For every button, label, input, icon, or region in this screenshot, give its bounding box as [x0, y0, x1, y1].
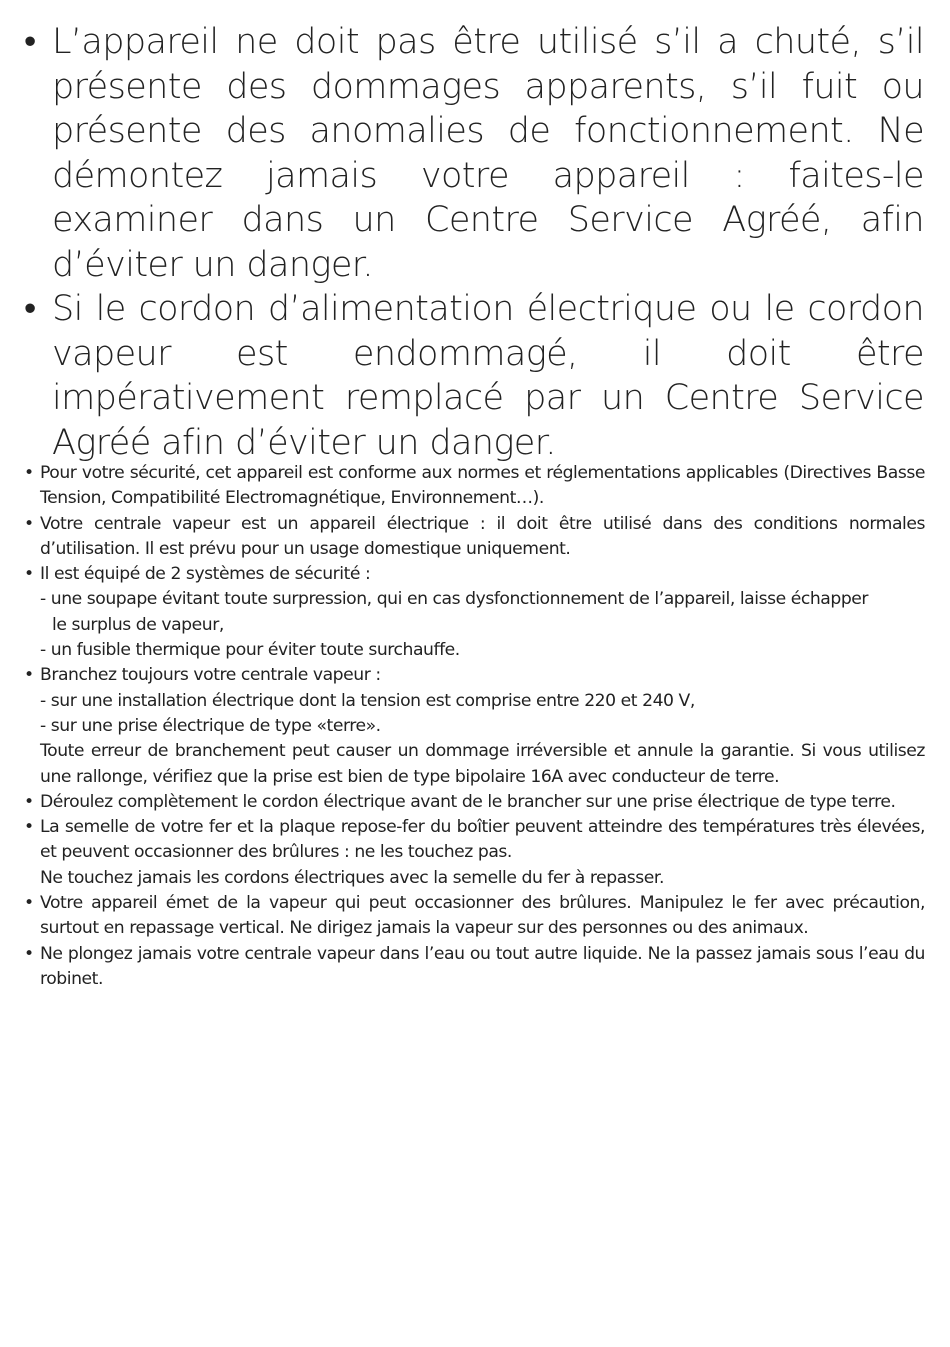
- warning-text: Si le cordon d’alimentation électrique ou le cordon vapeur est endommagé, il doit être impérativement remplacé par un Centre Service Agréé afin d’éviter un danger.: [52, 289, 924, 463]
- warning-text: L’appareil ne doit pas être utilisé s’il a chuté, s’il présente des dommages apparents, s’il fuit ou présente des anomalies de fonctionnement. Ne démontez jamais votre appareil : faites-le examiner dans un Centre Service Agréé, afin d’éviter un danger.: [52, 22, 924, 285]
- instruction-text: Il est équipé de 2 systèmes de sécurité :: [40, 564, 371, 585]
- instruction-note: Toute erreur de branchement peut causer un dommage irréversible et annule la garantie. Si vous utilisez une rallonge, vérifiez que la prise est bien de type bipolaire 16A avec conducteur de terre.: [40, 741, 925, 787]
- instruction-text: Déroulez complètement le cordon électrique avant de le brancher sur une prise électrique de type terre.: [40, 791, 896, 812]
- instruction-item: [24, 815, 925, 891]
- instruction-subitem-continuation: le surplus de vapeur,: [52, 614, 224, 635]
- instruction-text: Ne plongez jamais votre centrale vapeur dans l’eau ou tout autre liquide. Ne la passez jamais sous l’eau du robinet.: [40, 943, 925, 989]
- bullet-icon: •: [24, 791, 34, 812]
- instruction-item: [24, 512, 925, 563]
- instruction-text: Pour votre sécurité, cet appareil est conforme aux normes et réglementations applicables (Directives Basse Tension, Compatibilité Electromagnétique, Environnement…).: [40, 463, 925, 509]
- bullet-icon: •: [24, 513, 34, 534]
- instruction-text: Votre appareil émet de la vapeur qui peut occasionner des brûlures. Manipulez le fer avec précaution, surtout en repassage vertical. Ne dirigez jamais la vapeur sur des personnes ou des animaux.: [40, 893, 925, 939]
- bullet-icon: •: [24, 289, 36, 329]
- instruction-note: Ne touchez jamais les cordons électriques avec la semelle du fer à repasser.: [40, 867, 664, 888]
- instruction-subitem: - sur une prise électrique de type «terre».: [40, 715, 381, 736]
- warning-item: [24, 20, 924, 287]
- instruction-item: [24, 663, 925, 789]
- instruction-text: Branchez toujours votre centrale vapeur :: [40, 665, 381, 686]
- instruction-item: [24, 461, 925, 512]
- instruction-item: [24, 942, 925, 993]
- warning-list: [24, 20, 924, 465]
- bullet-icon: •: [24, 564, 34, 585]
- instruction-item: [24, 891, 925, 942]
- instruction-subitem: - sur une installation électrique dont la tension est comprise entre 220 et 240 V,: [40, 690, 695, 711]
- instruction-item: [24, 790, 925, 815]
- instruction-subitem: - une soupape évitant toute surpression, qui en cas dysfonctionnement de l’appareil, laisse échapper: [40, 589, 869, 610]
- instruction-subitem: - un fusible thermique pour éviter toute surchauffe.: [40, 640, 460, 661]
- bullet-icon: •: [24, 817, 34, 838]
- instruction-item: [24, 562, 925, 663]
- bullet-icon: •: [24, 22, 36, 62]
- instruction-text: La semelle de votre fer et la plaque repose-fer du boîtier peuvent atteindre des températures très élevées, et peuvent occasionner des brûlures : ne les touchez pas.: [40, 817, 925, 863]
- bullet-icon: •: [24, 665, 34, 686]
- instruction-text: Votre centrale vapeur est un appareil électrique : il doit être utilisé dans des conditions normales d’utilisation. Il est prévu pour un usage domestique uniquement.: [40, 513, 925, 559]
- safety-instructions-list: [24, 461, 925, 992]
- bullet-icon: •: [24, 943, 34, 964]
- warning-item: [24, 287, 924, 465]
- bullet-icon: •: [24, 463, 34, 483]
- bullet-icon: •: [24, 893, 34, 914]
